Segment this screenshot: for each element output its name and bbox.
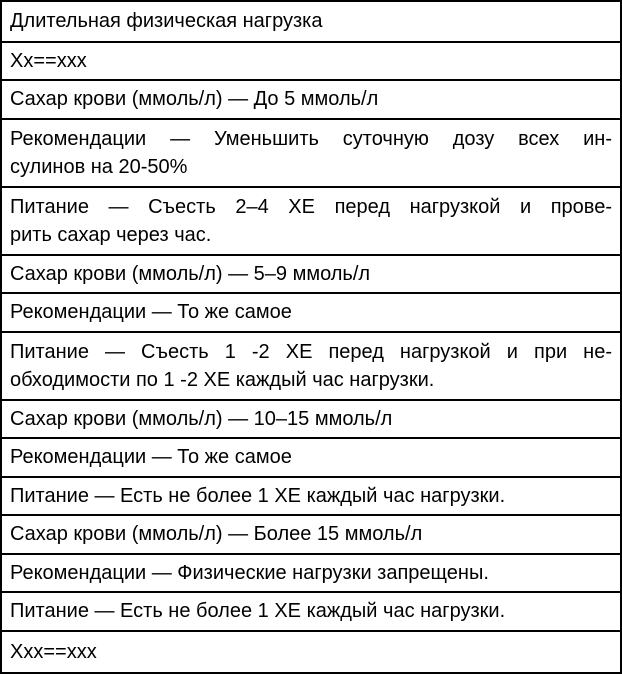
row-text: Сахар крови (ммоль/л) — Более 15 ммоль/л <box>10 523 423 546</box>
row-text: Сахар крови (ммоль/л) — 10–15 ммоль/л <box>10 407 393 430</box>
table-row <box>2 79 620 118</box>
table-row <box>2 591 620 630</box>
table-row <box>2 476 620 515</box>
row-text: Рекомендации — То же самое <box>10 301 292 324</box>
row-text: обходимости по 1 -2 ХЕ каждый час нагрузки. <box>10 368 435 391</box>
row-text: Сахар крови (ммоль/л) — 5–9 ммоль/л <box>10 262 371 285</box>
table-row <box>2 41 620 80</box>
row-text: Xx==xxx <box>10 49 87 72</box>
row-text: Питание — Съесть 1 -2 ХЕ перед нагрузкой и при не- <box>10 340 612 363</box>
table-row <box>2 331 620 399</box>
table-row <box>2 292 620 331</box>
row-text: Рекомендации — Физические нагрузки запрещены. <box>10 561 489 584</box>
row-text: Питание — Есть не более 1 ХЕ каждый час нагрузки. <box>10 600 506 623</box>
table-row-title <box>2 2 620 41</box>
row-text: Рекомендации — Уменьшить суточную дозу всех ин- <box>10 127 612 150</box>
table-row <box>2 553 620 592</box>
table-row <box>2 514 620 553</box>
row-text: Питание — Есть не более 1 ХЕ каждый час нагрузки. <box>10 484 506 507</box>
table-row <box>2 437 620 476</box>
table-row <box>2 254 620 293</box>
row-text: Рекомендации — То же самое <box>10 446 292 469</box>
row-text: Сахар крови (ммоль/л) — До 5 ммоль/л <box>10 88 379 111</box>
row-text: сулинов на 20-50% <box>10 155 188 178</box>
table-row <box>2 186 620 254</box>
row-text: Питание — Съесть 2–4 ХЕ перед нагрузкой и прове- <box>10 195 612 218</box>
table-row <box>2 630 620 672</box>
row-text: рить сахар через час. <box>10 223 212 246</box>
row-text: Длительная физическая нагрузка <box>10 10 323 33</box>
table-row <box>2 399 620 438</box>
row-text: Xxx==xxx <box>10 640 97 663</box>
table-row <box>2 118 620 186</box>
